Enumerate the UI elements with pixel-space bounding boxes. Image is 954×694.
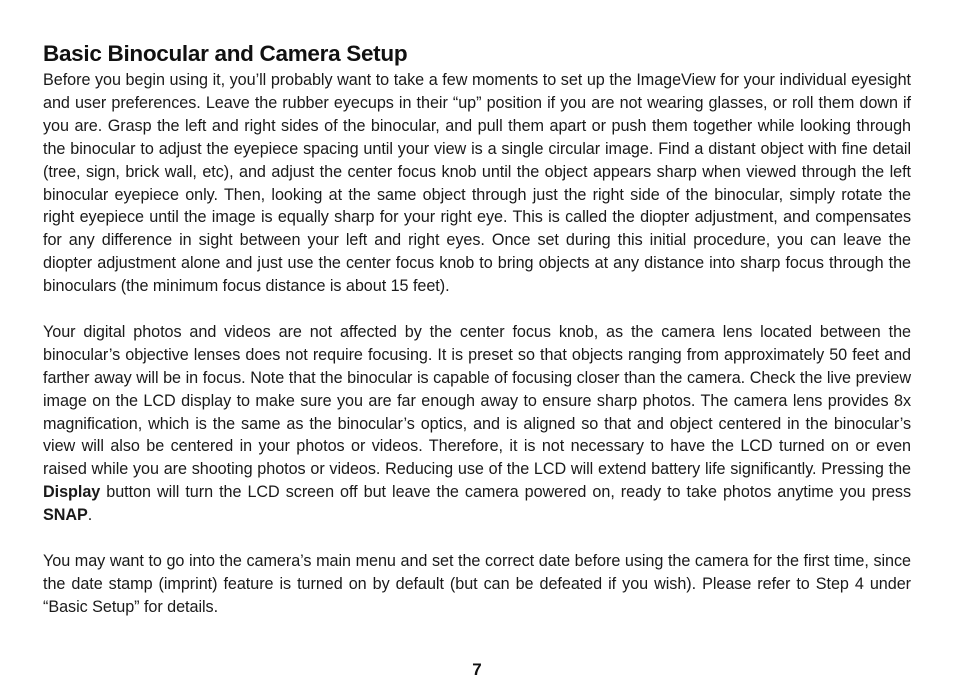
snap-button-label: SNAP bbox=[43, 506, 88, 525]
manual-page bbox=[43, 40, 911, 619]
date-paragraph: You may want to go into the camera’s main menu and set the correct date before using the camera for the first time, since the date stamp (imprint) feature is turned on by default (but can be defeated if you wish). Please refer to Step 4 under “Basic Setup” for details. bbox=[43, 552, 911, 616]
page-number: 7 bbox=[472, 660, 482, 679]
section-title: Basic Binocular and Camera Setup bbox=[43, 41, 408, 66]
camera-text-a: Your digital photos and videos are not affected by the center focus knob, as the camera lens located between the binocular’s objective lenses does not require focusing. It is preset so that objects ranging from approximately 50 feet and farther away will be in focus. Note that the binocular is capable of focusing closer than the camera. Check the live preview image on the LCD display to make sure you are far enough away to ensure sharp photos. The camera lens provides 8x magnification, which is the same as the binocular’s optics, and is aligned so that and object centered in the binocular’s view will also be centered in your photos or videos. Therefore, it is not necessary to have the LCD turned on or even raised while you are shooting photos or videos. Reducing use of the LCD will extend battery life significantly. Pressing the bbox=[43, 322, 911, 479]
camera-text-c: . bbox=[87, 506, 93, 525]
camera-paragraph bbox=[43, 321, 911, 527]
setup-paragraph: Before you begin using it, you’ll probably want to take a few moments to set up the ImageView for your individual eyesight and user preferences. Leave the rubber eyecups in their “up” position if you are not wearing glasses, or roll them down if you are. Grasp the left and right sides of the binocular, and pull them apart or push them together while looking through the binocular to adjust the eyepiece spacing until your view is a single circular image. Find a distant object with fine detail (tree, sign, brick wall, etc), and adjust the center focus knob until the object appears sharp when viewed through the left binocular eyepiece only. Then, looking at the same object through just the right side of the binocular, simply rotate the right eyepiece until the image is equally sharp for your right eye. This is called the diopter adjustment, and compensates for any difference in sight between your left and right eyes. Once set during this initial procedure, you can leave the diopter adjustment alone and just use the center focus knob to bring objects at any distance into sharp focus through the binoculars (the minimum focus distance is about 15 feet). bbox=[43, 71, 911, 296]
camera-text-b: button will turn the LCD screen off but leave the camera powered on, ready to take photos anytime you press bbox=[100, 483, 911, 502]
display-button-label: Display bbox=[43, 483, 101, 502]
